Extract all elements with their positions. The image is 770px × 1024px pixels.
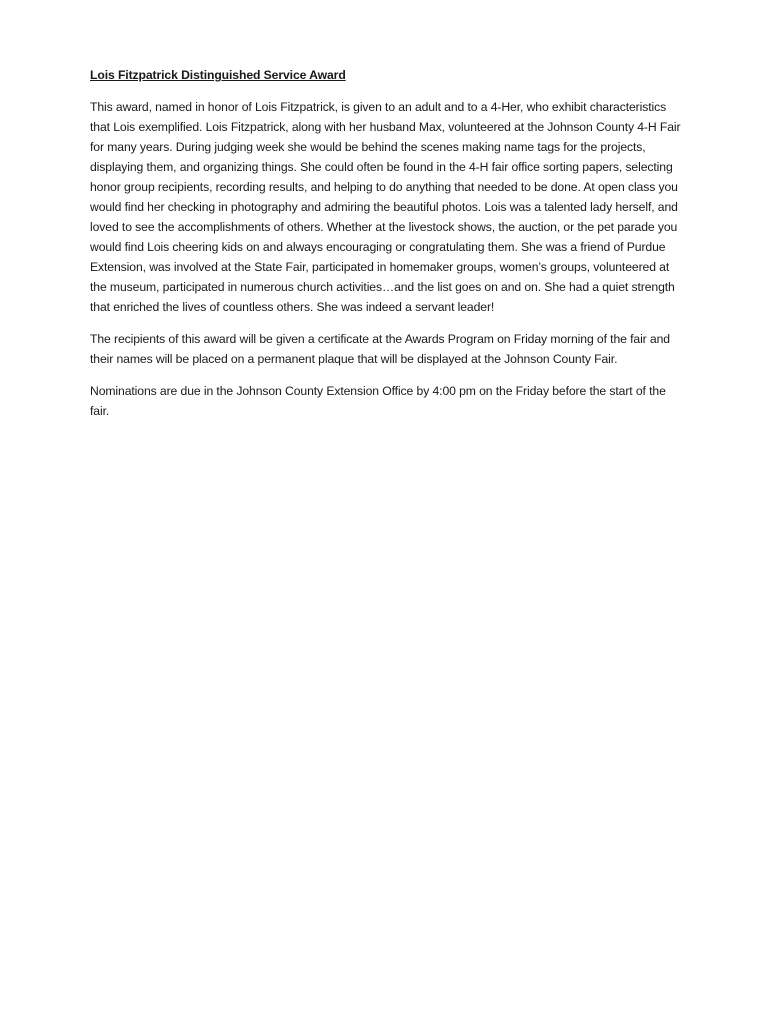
document-title: Lois Fitzpatrick Distinguished Service Award (90, 68, 346, 82)
paragraph-nominations: Nominations are due in the Johnson County Extension Office by 4:00 pm on the Friday before the start of the fair. (90, 384, 666, 418)
paragraph-recipients: The recipients of this award will be given a certificate at the Awards Program on Friday morning of the fair and their names will be placed on a permanent plaque that will be displayed at the Johnson County Fair. (90, 332, 670, 366)
paragraph-award-description: This award, named in honor of Lois Fitzpatrick, is given to an adult and to a 4-Her, who exhibit characteristics that Lois exemplified. Lois Fitzpatrick, along with her husband Max, volunteered at the Johnson County 4-H Fair for many years. During judging week she would be behind the scenes making name tags for the projects, displaying them, and organizing things. She could often be found in the 4-H fair office sorting papers, selecting honor group recipients, recording results, and helping to do anything that needed to be done. At open class you would find her checking in photography and admiring the beautiful photos. Lois was a talented lady herself, and loved to see the accomplishments of others. Whether at the livestock shows, the auction, or the pet parade you would find Lois cheering kids on and always encouraging or congratulating them. She was a friend of Purdue Extension, was involved at the State Fair, participated in homemaker groups, women’s groups, volunteered at the museum, participated in numerous church activities…and the list goes on and on. She had a quiet strength that enriched the lives of countless others. She was indeed a servant leader! (90, 100, 681, 314)
document-body (90, 66, 682, 433)
